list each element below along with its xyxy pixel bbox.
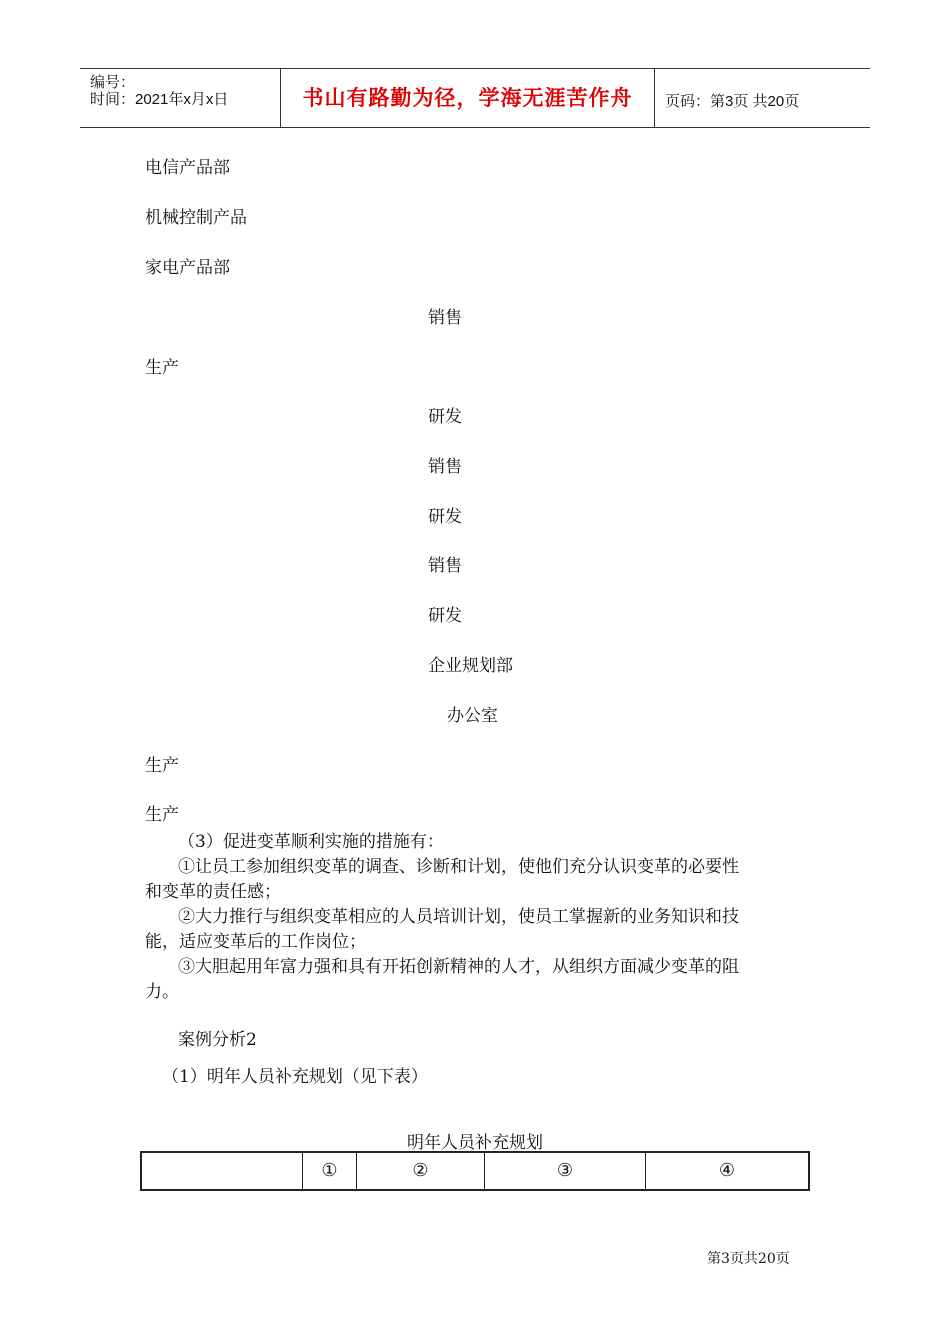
header-motto: 书山有路勤为径，学海无涯苦作舟 (302, 86, 633, 110)
org-line: 办公室 (447, 706, 498, 726)
body-paragraph: ②大力推行与组织变革相应的人员培训计划，使员工掌握新的业务知识和技 (178, 907, 739, 927)
header-meta (80, 69, 281, 128)
org-line: 研发 (428, 507, 462, 527)
org-line: 生产 (145, 805, 179, 825)
body-paragraph: ①让员工参加组织变革的调查、诊断和计划，使他们充分认识变革的必要性 (178, 857, 739, 877)
staffing-plan-table (140, 1151, 810, 1191)
table-header-cell (142, 1153, 303, 1189)
org-line: 研发 (428, 606, 462, 626)
table-caption: 明年人员补充规划 (407, 1133, 543, 1153)
doc-time-label: 时间：2021年x月x日 (90, 91, 229, 108)
org-line: 机械控制产品 (145, 208, 247, 228)
page-footer: 第3页共20页 (707, 1251, 790, 1267)
body-paragraph: 力。 (145, 982, 179, 1002)
table-header-cell: ③ (485, 1153, 646, 1189)
body-paragraph: （3）促进变革顺利实施的措施有： (178, 832, 444, 852)
doc-number-label: 编号： (90, 74, 136, 91)
org-line: 生产 (145, 756, 179, 776)
org-line: 家电产品部 (145, 258, 230, 278)
org-line: 电信产品部 (145, 158, 230, 178)
body-paragraph: 和变革的责任感； (145, 882, 281, 902)
org-line: 生产 (145, 358, 179, 378)
org-line: 企业规划部 (428, 656, 513, 676)
org-line: 销售 (428, 308, 462, 328)
org-line: 销售 (428, 556, 462, 576)
header-page-cell (655, 69, 870, 128)
table-header-cell: ① (303, 1153, 357, 1189)
table-header-cell: ② (357, 1153, 485, 1189)
body-paragraph: 能，适应变革后的工作岗位； (145, 932, 366, 952)
header-page-label: 页码：第3页 共20页 (665, 93, 800, 110)
org-line: 研发 (428, 407, 462, 427)
header-motto-cell (281, 69, 655, 128)
page-header (80, 68, 870, 128)
body-paragraph: （1）明年人员补充规划（见下表） (162, 1067, 428, 1087)
section-heading: 案例分析2 (178, 1030, 257, 1050)
body-paragraph: ③大胆起用年富力强和具有开拓创新精神的人才，从组织方面减少变革的阻 (178, 957, 739, 977)
table-header-cell: ④ (718, 1160, 736, 1181)
org-line: 销售 (428, 457, 462, 477)
